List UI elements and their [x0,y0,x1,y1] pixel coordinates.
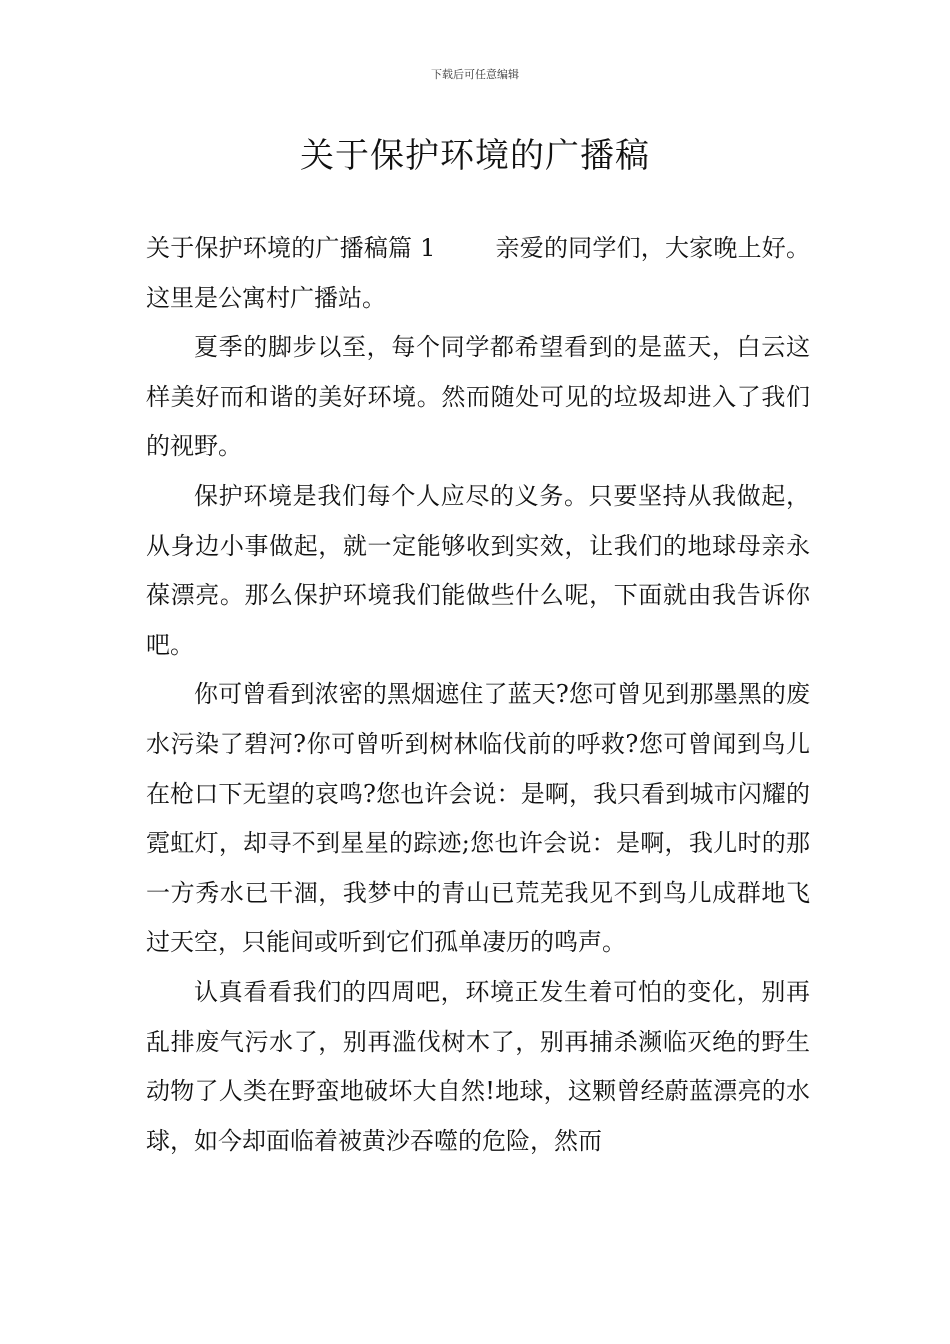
intro-paragraph [146,224,810,323]
paragraph-2: 保护环境是我们每个人应尽的义务。只要坚持从我做起，从身边小事做起，就一定能够收到实效，让我们的地球母亲永葆漂亮。那么保护环境我们能做些什么呢，下面就由我告诉你吧。 [146,481,810,659]
paragraph-4: 认真看看我们的四周吧，环境正发生着可怕的变化，别再乱排废气污水了，别再滥伐树木了，别再捕杀濒临灭绝的野生动物了人类在野蛮地破坏大自然!地球，这颗曾经蔚蓝漂亮的水球，如今却面临着被黄沙吞噬的危险，然而 [146,977,810,1155]
paragraph-1: 夏季的脚步以至，每个同学都希望看到的是蓝天，白云这样美好而和谐的美好环境。然而随处可见的垃圾却进入了我们的视野。 [146,333,810,461]
document-body [146,224,810,1166]
intro-heading: 关于保护环境的广播稿篇 1 [146,234,436,262]
page-title: 关于保护环境的广播稿 [300,136,650,176]
intro-text: 亲爱的同学们，大家晚上好。这里是公寓村广播站。 [146,234,810,312]
paragraph-3: 你可曾看到浓密的黑烟遮住了蓝天?您可曾见到那墨黑的废水污染了碧河?你可曾听到树林临伐前的呼救?您可曾闻到鸟儿在枪口下无望的哀鸣?您也许会说：是啊，我只看到城市闪耀的霓虹灯，却寻不到星星的踪迹;您也许会说：是啊，我儿时的那一方秀水已干涸，我梦中的青山已荒芜我见不到鸟儿成群地飞过天空，只能间或听到它们孤单凄历的鸣声。 [146,680,810,957]
header-note: 下载后可任意编辑 [431,68,519,81]
